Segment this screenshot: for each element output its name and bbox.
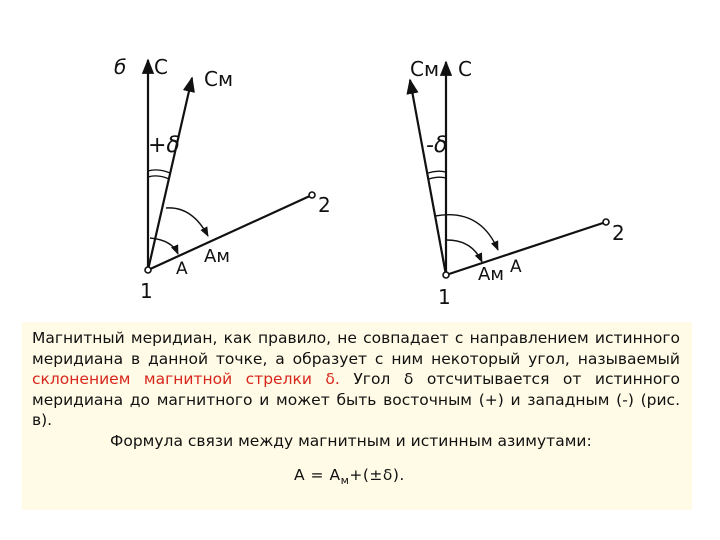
point-1-marker [145,267,151,273]
right-diagram [410,57,625,309]
azimuth-arc-a [447,240,482,262]
declination-arc [428,171,446,173]
formula-subscript: м [340,474,350,488]
azimuth-formula [32,465,680,492]
point-1-marker [443,272,449,278]
label-point-2: 2 [612,221,625,245]
label-magnetic-azimuth: Ам [204,246,230,267]
label-cm: См [410,57,440,81]
declination-diagram [100,40,660,320]
explanation-text-block [22,322,692,510]
declination-paragraph [32,328,680,431]
label-cm: См [204,67,234,91]
direction-line-1-2 [148,195,312,270]
paragraph-text-end: Угол δ отсчитывается от истинного меридиана до магнитного и может быть восточным (+) и западным (-) (рис. в). [32,370,680,429]
label-plus-delta: +δ [148,133,180,158]
declination-term-highlight: склонением магнитной стрелки δ. [32,370,340,388]
label-true-north-b: б [114,55,127,79]
label-point-1: 1 [438,285,451,309]
label-point-2: 2 [318,193,331,217]
magnetic-meridian-line [148,78,192,270]
label-c: С [458,57,472,81]
formula-intro: Формула связи между магнитным и истинным азимутами: [110,431,592,450]
label-magnetic-azimuth: Ам [478,264,504,285]
point-2-marker [309,192,315,198]
declination-arc-2 [429,177,446,179]
left-diagram [114,55,331,303]
label-minus-delta: -δ [426,133,448,158]
label-azimuth-a: А [510,257,522,277]
point-2-marker [603,219,609,225]
formula-rhs: +(±δ). [349,466,405,484]
formula-lhs: А = А [294,466,341,484]
label-point-1: 1 [140,279,153,303]
magnetic-azimuth-arc [166,208,208,236]
declination-arc-2 [148,176,169,179]
paragraph-text-start: Магнитный меридиан, как правило, не совпадает с направлением истинного меридиана в данной точке, а образует с ним некоторый угол, называемый [32,329,680,368]
direction-line-1-2 [446,222,606,275]
declination-arc [148,170,170,173]
label-azimuth-a: А [176,259,188,279]
label-c: С [154,55,168,79]
